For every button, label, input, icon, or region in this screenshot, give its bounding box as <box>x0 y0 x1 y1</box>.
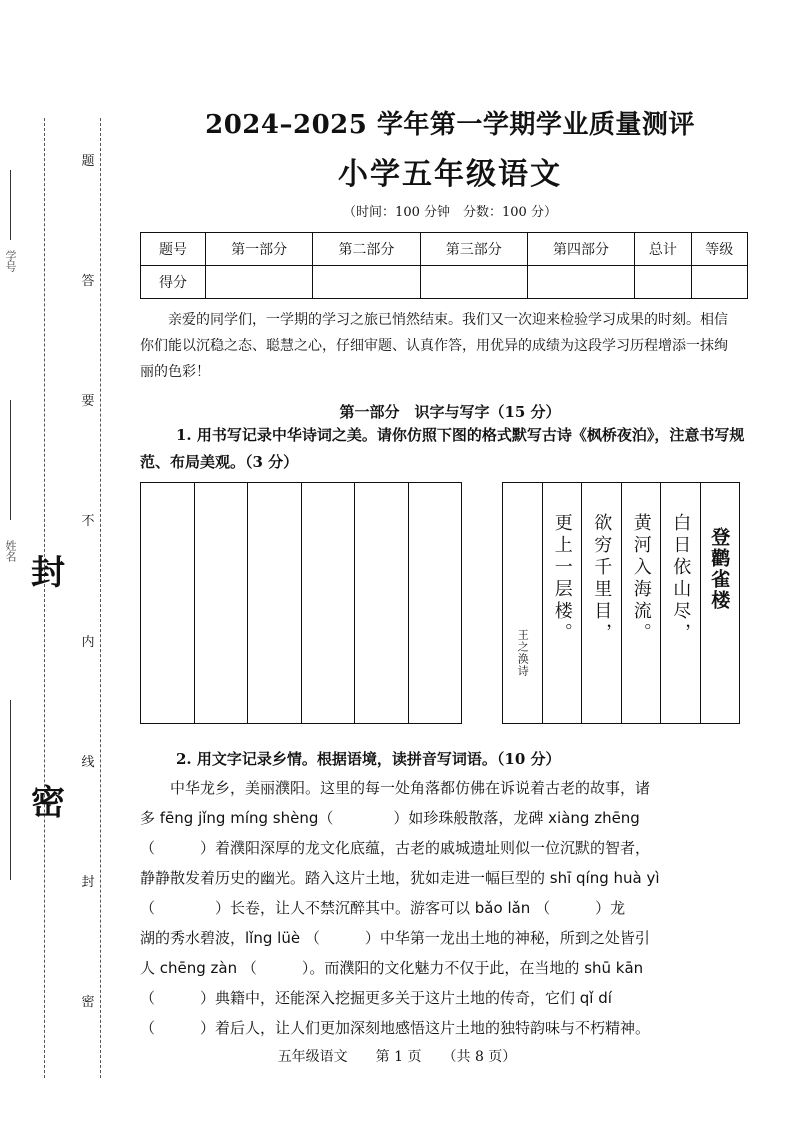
score-table-header: 第三部分 <box>420 233 527 266</box>
score-cell[interactable] <box>635 266 691 299</box>
passage-line <box>140 893 766 923</box>
seal-char: 不 <box>81 514 95 530</box>
answer-blank[interactable]: （ ）龙 <box>530 899 626 917</box>
passage-text: 静静散发着历史的幽光。踏入这片土地，犹如走进一幅巨型的 <box>140 869 550 887</box>
score-cell[interactable] <box>206 266 313 299</box>
writing-column[interactable] <box>409 483 462 723</box>
writing-grid[interactable] <box>140 482 462 724</box>
score-table <box>140 232 748 299</box>
passage-text: 湖的秀水碧波， <box>140 929 246 947</box>
seal-char: 内 <box>81 634 95 650</box>
score-cell[interactable] <box>527 266 634 299</box>
exam-meta: （时间：100 分钟 分数：100 分） <box>343 205 557 220</box>
score-table-header: 第一部分 <box>206 233 313 266</box>
poem-line: 白日依山尽， <box>670 513 692 645</box>
poem-line: 欲穷千里目， <box>591 513 613 645</box>
score-cell[interactable] <box>691 266 747 299</box>
sample-poem-grid <box>502 482 740 724</box>
writing-column[interactable] <box>355 483 409 723</box>
passage-line <box>140 923 766 953</box>
writing-column[interactable] <box>141 483 195 723</box>
score-table-header-row <box>141 233 748 266</box>
seal-char: 题 <box>81 154 95 169</box>
passage-text[interactable]: （ ）典籍中，还能深入挖掘更多关于这片土地的传奇，它们 <box>140 989 580 1007</box>
poem-line: 黄河入海流。 <box>630 513 652 645</box>
student-name-label: 姓名 <box>4 540 17 562</box>
pinyin-prompt: qǐ dí <box>579 989 612 1007</box>
passage-text[interactable]: （ ）着后人，让人们更加深刻地感悟这片土地的独特韵味与不朽精神。 <box>140 1019 651 1037</box>
passage-line <box>140 1013 766 1043</box>
passage-text: 中华龙乡，美丽濮阳。这里的每一处角落都仿佛在诉说着古老的故事，诸 <box>170 779 651 797</box>
question-2 <box>140 746 766 1043</box>
seal-mark-feng: 封 <box>31 553 65 593</box>
seal-mark-mi: 密 <box>31 783 65 823</box>
exam-title: 2024–2025 学年第一学期学业质量测评 <box>205 110 695 140</box>
score-table-header: 第四部分 <box>527 233 634 266</box>
poem-title-column <box>701 483 740 723</box>
pinyin-prompt: lǐng lüè <box>245 929 301 947</box>
answer-blank[interactable]: （ ）中华第一龙出土地的神秘，所到之处皆引 <box>300 929 650 947</box>
seal-char: 答 <box>81 274 95 290</box>
field-underline <box>10 700 11 880</box>
pinyin-prompt: xiàng zhēng <box>548 809 640 827</box>
part1-heading: 第一部分 识字与写字（15 分） <box>339 403 561 421</box>
exam-subtitle: 小学五年级语文 <box>338 157 562 192</box>
poem-title: 登鹳雀楼 <box>708 527 731 611</box>
pinyin-prompt: shī qíng huà yì <box>549 869 660 887</box>
intro-paragraph: 亲爱的同学们，一学期的学习之旅已悄然结束。我们又一次迎来检验学习成果的时刻。相信你们能以沉稳之态、聪慧之心，仔细审题、认真作答，用优异的成绩为这段学习历程增添一抹绚丽的色彩！ <box>140 312 728 380</box>
page-footer: 五年级语文 第 1 页 （共 8 页） <box>277 1049 517 1065</box>
writing-column[interactable] <box>248 483 302 723</box>
poem-line-column <box>543 483 583 723</box>
poem-line-column <box>661 483 701 723</box>
pinyin-prompt: fēng jǐng míng shèng <box>159 809 319 827</box>
answer-blank[interactable]: （ ）如珍珠般散落，龙碑 <box>318 809 549 827</box>
score-table-header: 题号 <box>141 233 206 266</box>
passage-line <box>140 953 766 983</box>
passage-text[interactable]: （ ）着濮阳深厚的龙文化底蕴，古老的戚城遗址则似一位沉默的智者， <box>140 839 651 857</box>
passage-text: 多 <box>140 809 160 827</box>
passage-line <box>140 803 766 833</box>
seal-char: 要 <box>81 394 95 410</box>
poem-author-column <box>503 483 543 723</box>
passage-line <box>140 833 766 863</box>
pinyin-prompt: bǎo lǎn <box>474 899 531 917</box>
pinyin-prompt: shū kān <box>584 959 644 977</box>
binding-margin <box>0 0 110 1123</box>
writing-column[interactable] <box>195 483 249 723</box>
exam-page <box>130 100 770 1037</box>
field-underline <box>10 400 11 520</box>
score-table-header: 总计 <box>635 233 691 266</box>
cut-line-outer <box>44 118 45 1078</box>
seal-char: 线 <box>81 754 95 770</box>
score-cell[interactable] <box>420 266 527 299</box>
seal-char: 密 <box>81 994 95 1010</box>
question-2-heading-row <box>140 746 760 773</box>
student-id-label: 学号 <box>4 250 17 272</box>
passage-text[interactable]: （ ）长卷，让人不禁沉醉其中。游客可以 <box>140 899 475 917</box>
poem-line-column <box>582 483 622 723</box>
passage-line <box>140 773 766 803</box>
writing-column[interactable] <box>302 483 356 723</box>
poem-line: 更上一层楼。 <box>551 513 573 645</box>
score-table-header: 等级 <box>691 233 747 266</box>
seal-instruction <box>74 150 102 1010</box>
field-underline <box>10 170 11 240</box>
passage-line <box>140 983 766 1013</box>
question-2-heading: 2. 用文字记录乡情。根据语境，读拼音写词语。（10 分） <box>176 750 561 768</box>
poem-author: 王之涣诗 <box>516 629 530 677</box>
score-table-header: 第二部分 <box>313 233 420 266</box>
passage-line <box>140 863 766 893</box>
score-table-score-row <box>141 266 748 299</box>
passage-text: 人 <box>140 959 160 977</box>
poem-line-column <box>622 483 662 723</box>
pinyin-prompt: chēng zàn <box>159 959 238 977</box>
score-row-label: 得分 <box>141 266 206 299</box>
question-1-text: 1. 用书写记录中华诗词之美。请你仿照下图的格式默写古诗《枫桥夜泊》，注意书写规范、布局美观。（3 分） <box>140 426 745 471</box>
answer-blank[interactable]: （ ）。而濮阳的文化魅力不仅于此，在当地的 <box>237 959 585 977</box>
score-cell[interactable] <box>313 266 420 299</box>
seal-char: 封 <box>81 874 95 890</box>
question-1 <box>140 422 760 476</box>
